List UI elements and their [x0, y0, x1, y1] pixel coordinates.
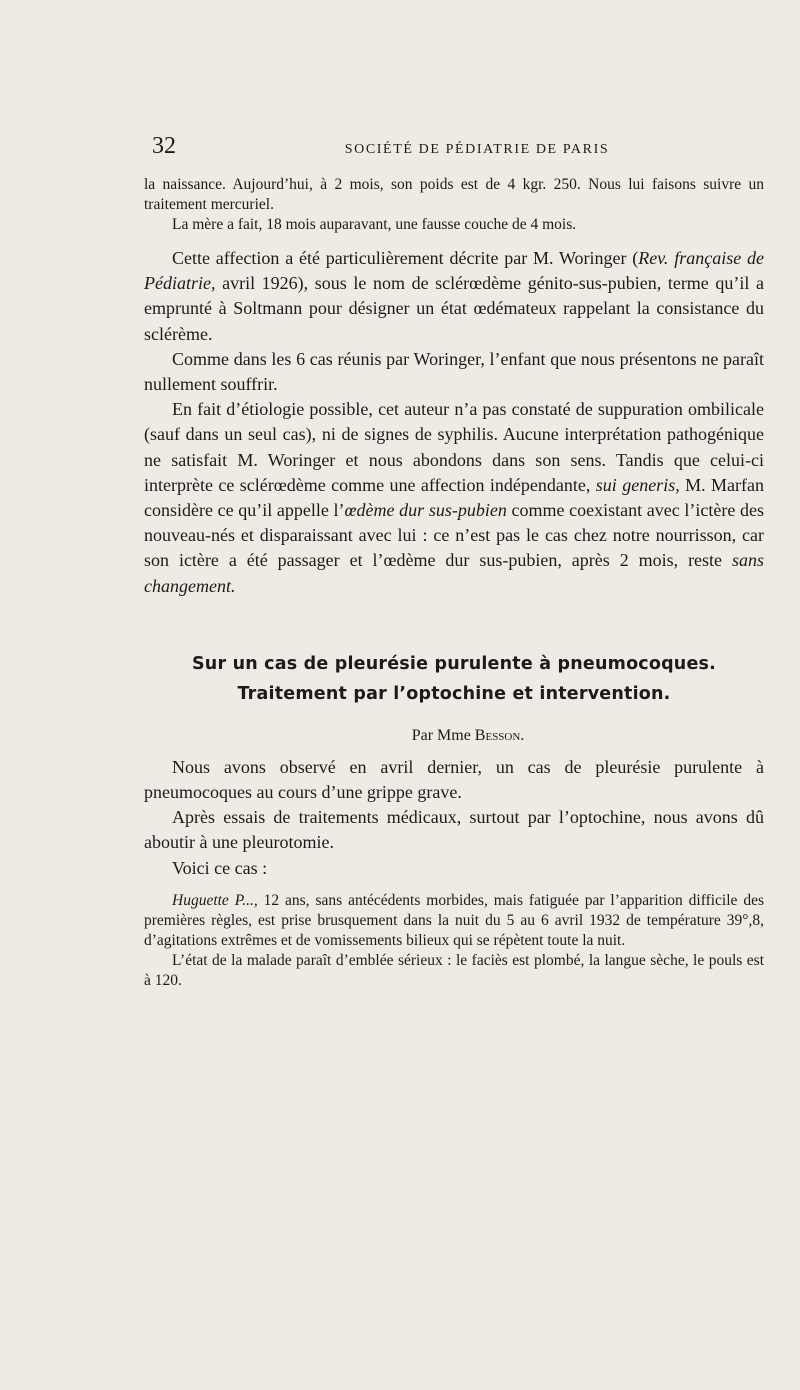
paragraph: Cette affection a été particulièrement décrite par M. Woringer (Rev. française de Pédiatrie, avril 1926), sous le nom de sclérœdème génito-sus-pubien, terme qu’il a emprunté à Soltmann pour désigner un état œdémateux rappelant la consistance du sclérème.: [144, 248, 764, 344]
paragraph: Huguette P..., 12 ans, sans antécédents morbides, mais fatiguée par l’apparition difficile des premières règles, est prise brusquement dans la nuit du 5 au 6 avril 1932 de température 39°,8, d’agitations extrêmes et de vomissements bilieux qui se répètent toute la nuit.: [144, 891, 764, 949]
paragraph: Nous avons observé en avril dernier, un cas de pleurésie purulente à pneumocoques au cours d’une grippe grave.: [144, 756, 764, 803]
article-title-line-1: Sur un cas de pleurésie purulente à pneumocoques.: [191, 653, 717, 674]
discussion-text: [144, 246, 764, 599]
article-intro: [144, 755, 764, 881]
paragraph: L’état de la malade paraît d’emblée sérieux : le faciès est plombé, la langue sèche, le pouls est à 120.: [144, 951, 764, 989]
article-title-line-2: Traitement par l’optochine et intervention.: [237, 683, 671, 704]
page-header: [152, 133, 762, 163]
paragraph: Voici ce cas :: [172, 857, 268, 878]
paragraph: La mère a fait, 18 mois auparavant, une fausse couche de 4 mois.: [172, 216, 577, 233]
page-body: [144, 175, 764, 991]
author-byline: Par Mme Besson.: [411, 726, 525, 744]
paragraph: Après essais de traitements médicaux, surtout par l’optochine, nous avons dû aboutir à une pleurotomie.: [144, 807, 764, 853]
paragraph: Comme dans les 6 cas réunis par Woringer, l’enfant que nous présentons ne paraît nullement souffrir.: [144, 348, 764, 395]
article-title: [144, 649, 764, 709]
paragraph: la naissance. Aujourd’hui, à 2 mois, son poids est de 4 kgr. 250. Nous lui faisons suivre un traitement mercuriel.: [144, 176, 764, 213]
paragraph: En fait d’étiologie possible, cet auteur n’a pas constaté de suppuration ombilicale (sauf dans un seul cas), ni de signes de syphilis. Aucune interprétation pathogénique ne satisfait M. Woringer et nous abondons dans son sens. Tandis que celui-ci interprète ce sclérœdème comme une affection indépendante, sui generis, M. Marfan considère ce qu’il appelle l’œdème dur sus-pubien comme coexistant avec l’ictère des nouveau-nés et disparaissant avec lui : ce n’est pas le cas chez notre nourrisson, car son ictère a été passager et l’œdème dur sus-pubien, après 2 mois, reste sans changement.: [144, 399, 764, 596]
case-description: [144, 891, 764, 991]
running-head: SOCIÉTÉ DE PÉDIATRIE DE PARIS: [344, 142, 610, 157]
page-number: 32: [152, 133, 176, 159]
continued-case-text: [144, 175, 764, 235]
